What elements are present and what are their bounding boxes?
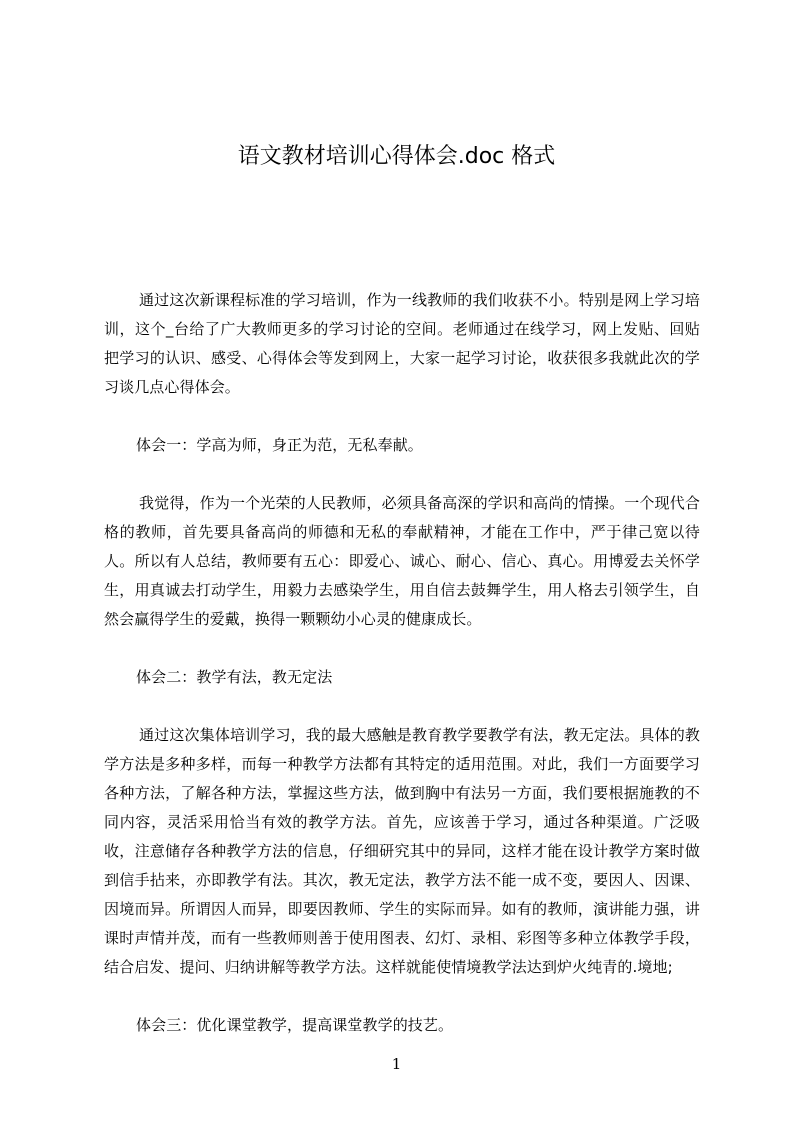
section-heading-2: 体会二：教学有法，教无定法 <box>136 668 333 686</box>
page-number: 1 <box>391 1055 402 1073</box>
document-title: 语文教材培训心得体会.doc 格式 <box>237 144 556 169</box>
document-body <box>104 286 700 1069</box>
section-heading-1: 体会一：学高为师，身正为范，无私奉献。 <box>136 436 423 454</box>
section-1-paragraph: 我觉得，作为一个光荣的人民教师，必须具备高深的学识和高尚的情操。一个现代合格的教师，首先要具备高尚的师德和无私的奉献精神，才能在工作中，严于律己宽以待人。所以有人总结，教师要有五心：即爱心、诚心、耐心、信心、真心。用博爱去关怀学生，用真诚去打动学生，用毅力去感染学生，用自信去鼓舞学生，用人格去引领学生，自然会赢得学生的爱戴，换得一颗颗幼小心灵的健康成长。 <box>104 494 700 628</box>
intro-paragraph: 通过这次新课程标准的学习培训，作为一线教师的我们收获不小。特别是网上学习培训，这个_台给了广大教师更多的学习讨论的空间。老师通过在线学习，网上发贴、回贴把学习的认识、感受、心得体会等发到网上，大家一起学习讨论，收获很多我就此次的学习谈几点心得体会。 <box>104 291 700 396</box>
section-2-paragraph: 通过这次集体培训学习，我的最大感触是教育教学要教学有法，教无定法。具体的教学方法是多种多样，而每一种教学方法都有其特定的适用范围。对此，我们一方面要学习各种方法，了解各种方法，掌握这些方法，做到胸中有法另一方面，我们要根据施教的不同内容，灵活采用恰当有效的教学方法。首先，应该善于学习，通过各种渠道。广泛吸收，注意储存各种教学方法的信息，仔细研究其中的异同，这样才能在设计教学方案时做到信手拈来，亦即教学有法。其次，教无定法，教学方法不能一成不变，要因人、因课、因境而异。所谓因人而异，即要因教师、学生的实际而异。如有的教师，演讲能力强，讲课时声情并茂，而有一些教师则善于使用图表、幻灯、录相、彩图等多种立体教学手段，结合启发、提问、归纳讲解等教学方法。这样就能使情境教学法达到炉火纯青的.境地; <box>104 726 700 976</box>
section-heading-3: 体会三：优化课堂教学，提高课堂教学的技艺。 <box>136 1016 454 1034</box>
